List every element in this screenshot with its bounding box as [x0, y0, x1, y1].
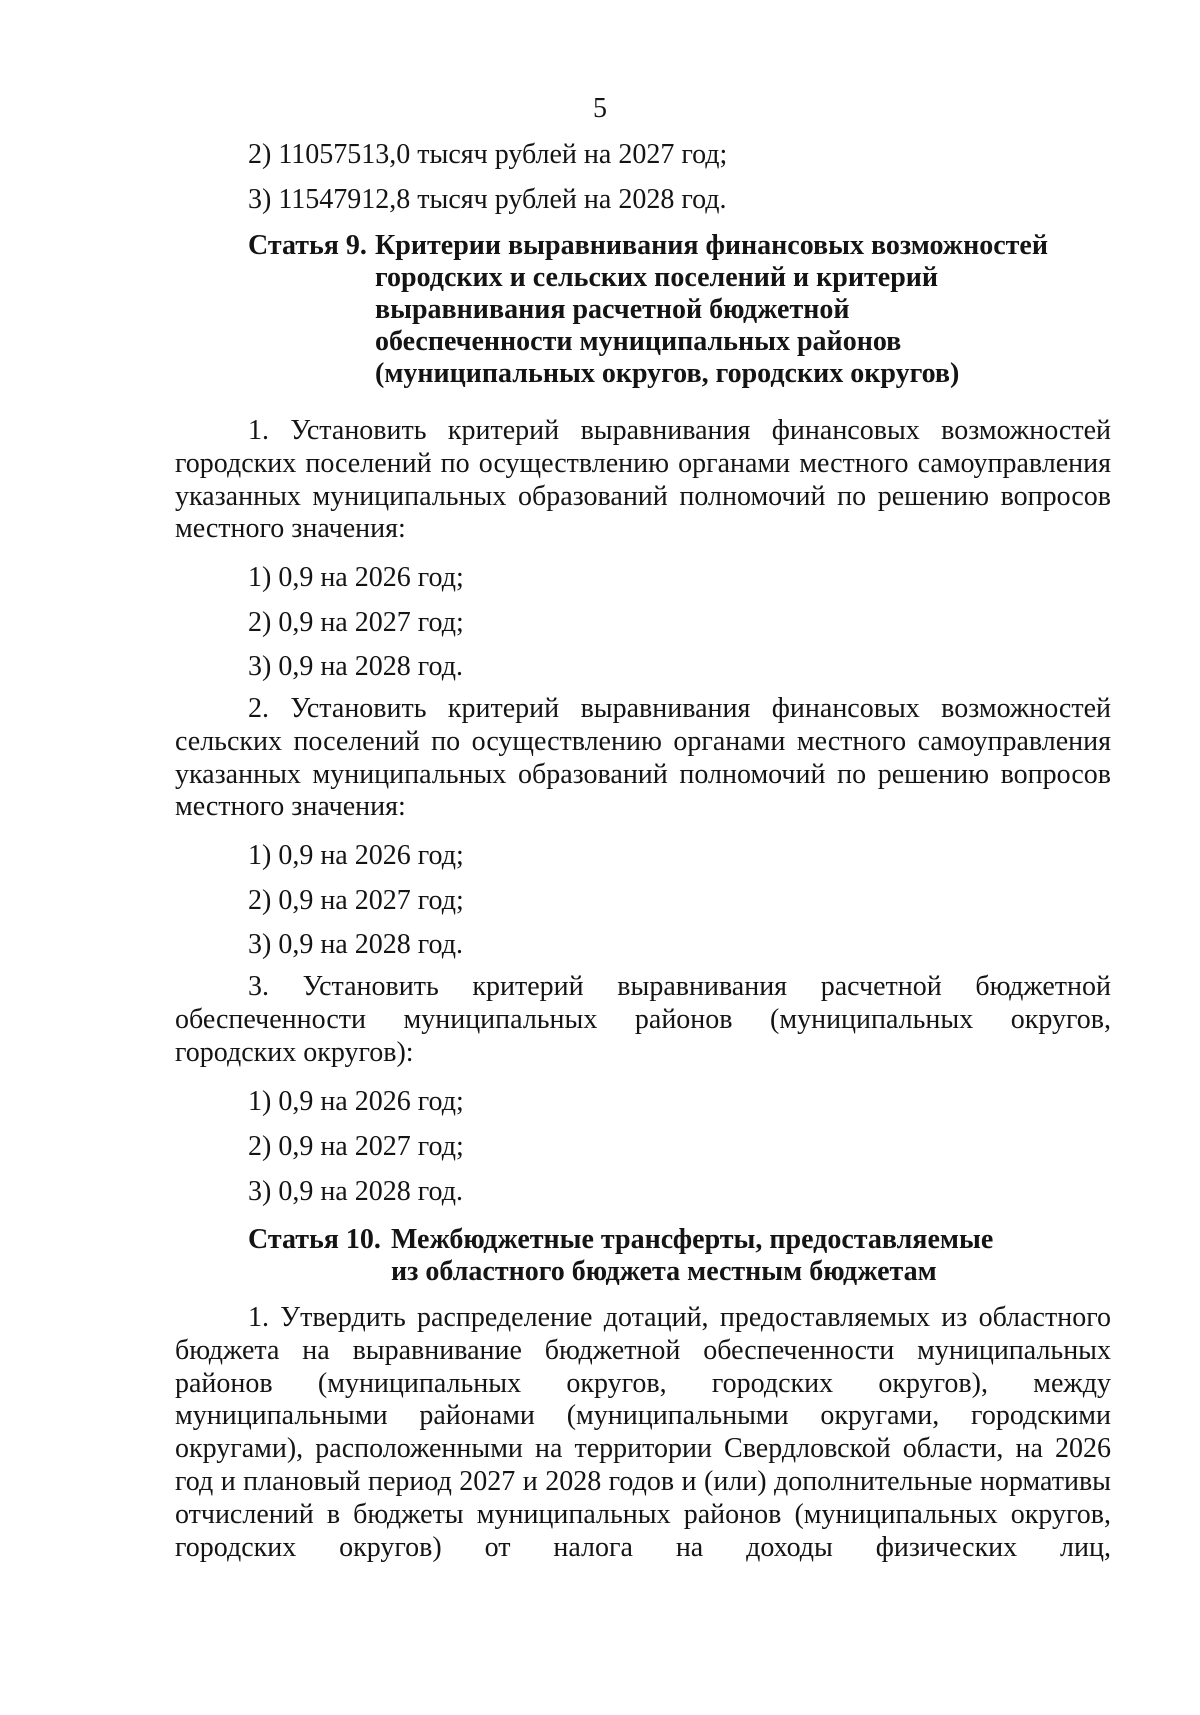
list-item: 3) 0,9 на 2028 год. — [248, 651, 463, 682]
list-item: 2) 11057513,0 тысяч рублей на 2027 год; — [248, 139, 728, 170]
article-9-title-line: обеспеченности муниципальных районов — [375, 326, 902, 357]
list-item: 3) 0,9 на 2028 год. — [248, 929, 463, 960]
page-number: 5 — [593, 93, 607, 124]
paragraph — [175, 1302, 1111, 1564]
article-10-title-line: Межбюджетные трансферты, предоставляемые — [391, 1224, 994, 1255]
list-item: 1) 0,9 на 2026 год; — [248, 840, 464, 871]
paragraph-text: 2. Установить критерий выравнивания финансовых возможностей сельских поселений по осуществлению органами местного самоуправления указанных муниципальных образований полномочий по решению вопросов местного значения: — [175, 693, 1111, 823]
paragraph-text: 3. Установить критерий выравнивания расчетной бюджетной обеспеченности муниципальных районов (муниципальных округов, городских округов): — [175, 971, 1111, 1068]
article-9-title-line: выравнивания расчетной бюджетной — [375, 294, 850, 325]
article-9-title-line: Критерии выравнивания финансовых возможностей — [375, 230, 1048, 261]
article-10-label: Статья 10. — [248, 1224, 381, 1255]
article-9-title-line: городских и сельских поселений и критерий — [375, 262, 939, 293]
list-item: 1) 0,9 на 2026 год; — [248, 1086, 464, 1117]
list-item: 1) 0,9 на 2026 год; — [248, 562, 464, 593]
paragraph-text: 1. Установить критерий выравнивания финансовых возможностей городских поселений по осуществлению органами местного самоуправления указанных муниципальных образований полномочий по решению вопросов местного значения: — [175, 415, 1111, 545]
article-9-label: Статья 9. — [248, 230, 367, 261]
list-item: 2) 0,9 на 2027 год; — [248, 1131, 464, 1162]
list-item: 3) 0,9 на 2028 год. — [248, 1176, 463, 1207]
article-9-title-line: (муниципальных округов, городских округов) — [375, 358, 960, 389]
list-item: 2) 0,9 на 2027 год; — [248, 885, 464, 916]
list-item: 2) 0,9 на 2027 год; — [248, 607, 464, 638]
paragraph-text: 1. Утвердить распределение дотаций, предоставляемых из областного бюджета на выравнивание бюджетной обеспеченности муниципальных районов (муниципальных округов, городских округов), между муниципальными районами (муниципальными округами, городскими округами), расположенными на территории Свердловской области, на 2026 год и плановый период 2027 и 2028 годов и (или) дополнительные нормативы отчислений в бюджеты муниципальных районов (муниципальных округов, городских округов) от налога на доходы физических лиц, — [175, 1302, 1111, 1563]
paragraph — [175, 693, 1111, 824]
paragraph — [175, 415, 1111, 546]
list-item: 3) 11547912,8 тысяч рублей на 2028 год. — [248, 184, 727, 215]
paragraph — [175, 971, 1111, 1069]
article-10-title-line: из областного бюджета местным бюджетам — [391, 1256, 937, 1287]
